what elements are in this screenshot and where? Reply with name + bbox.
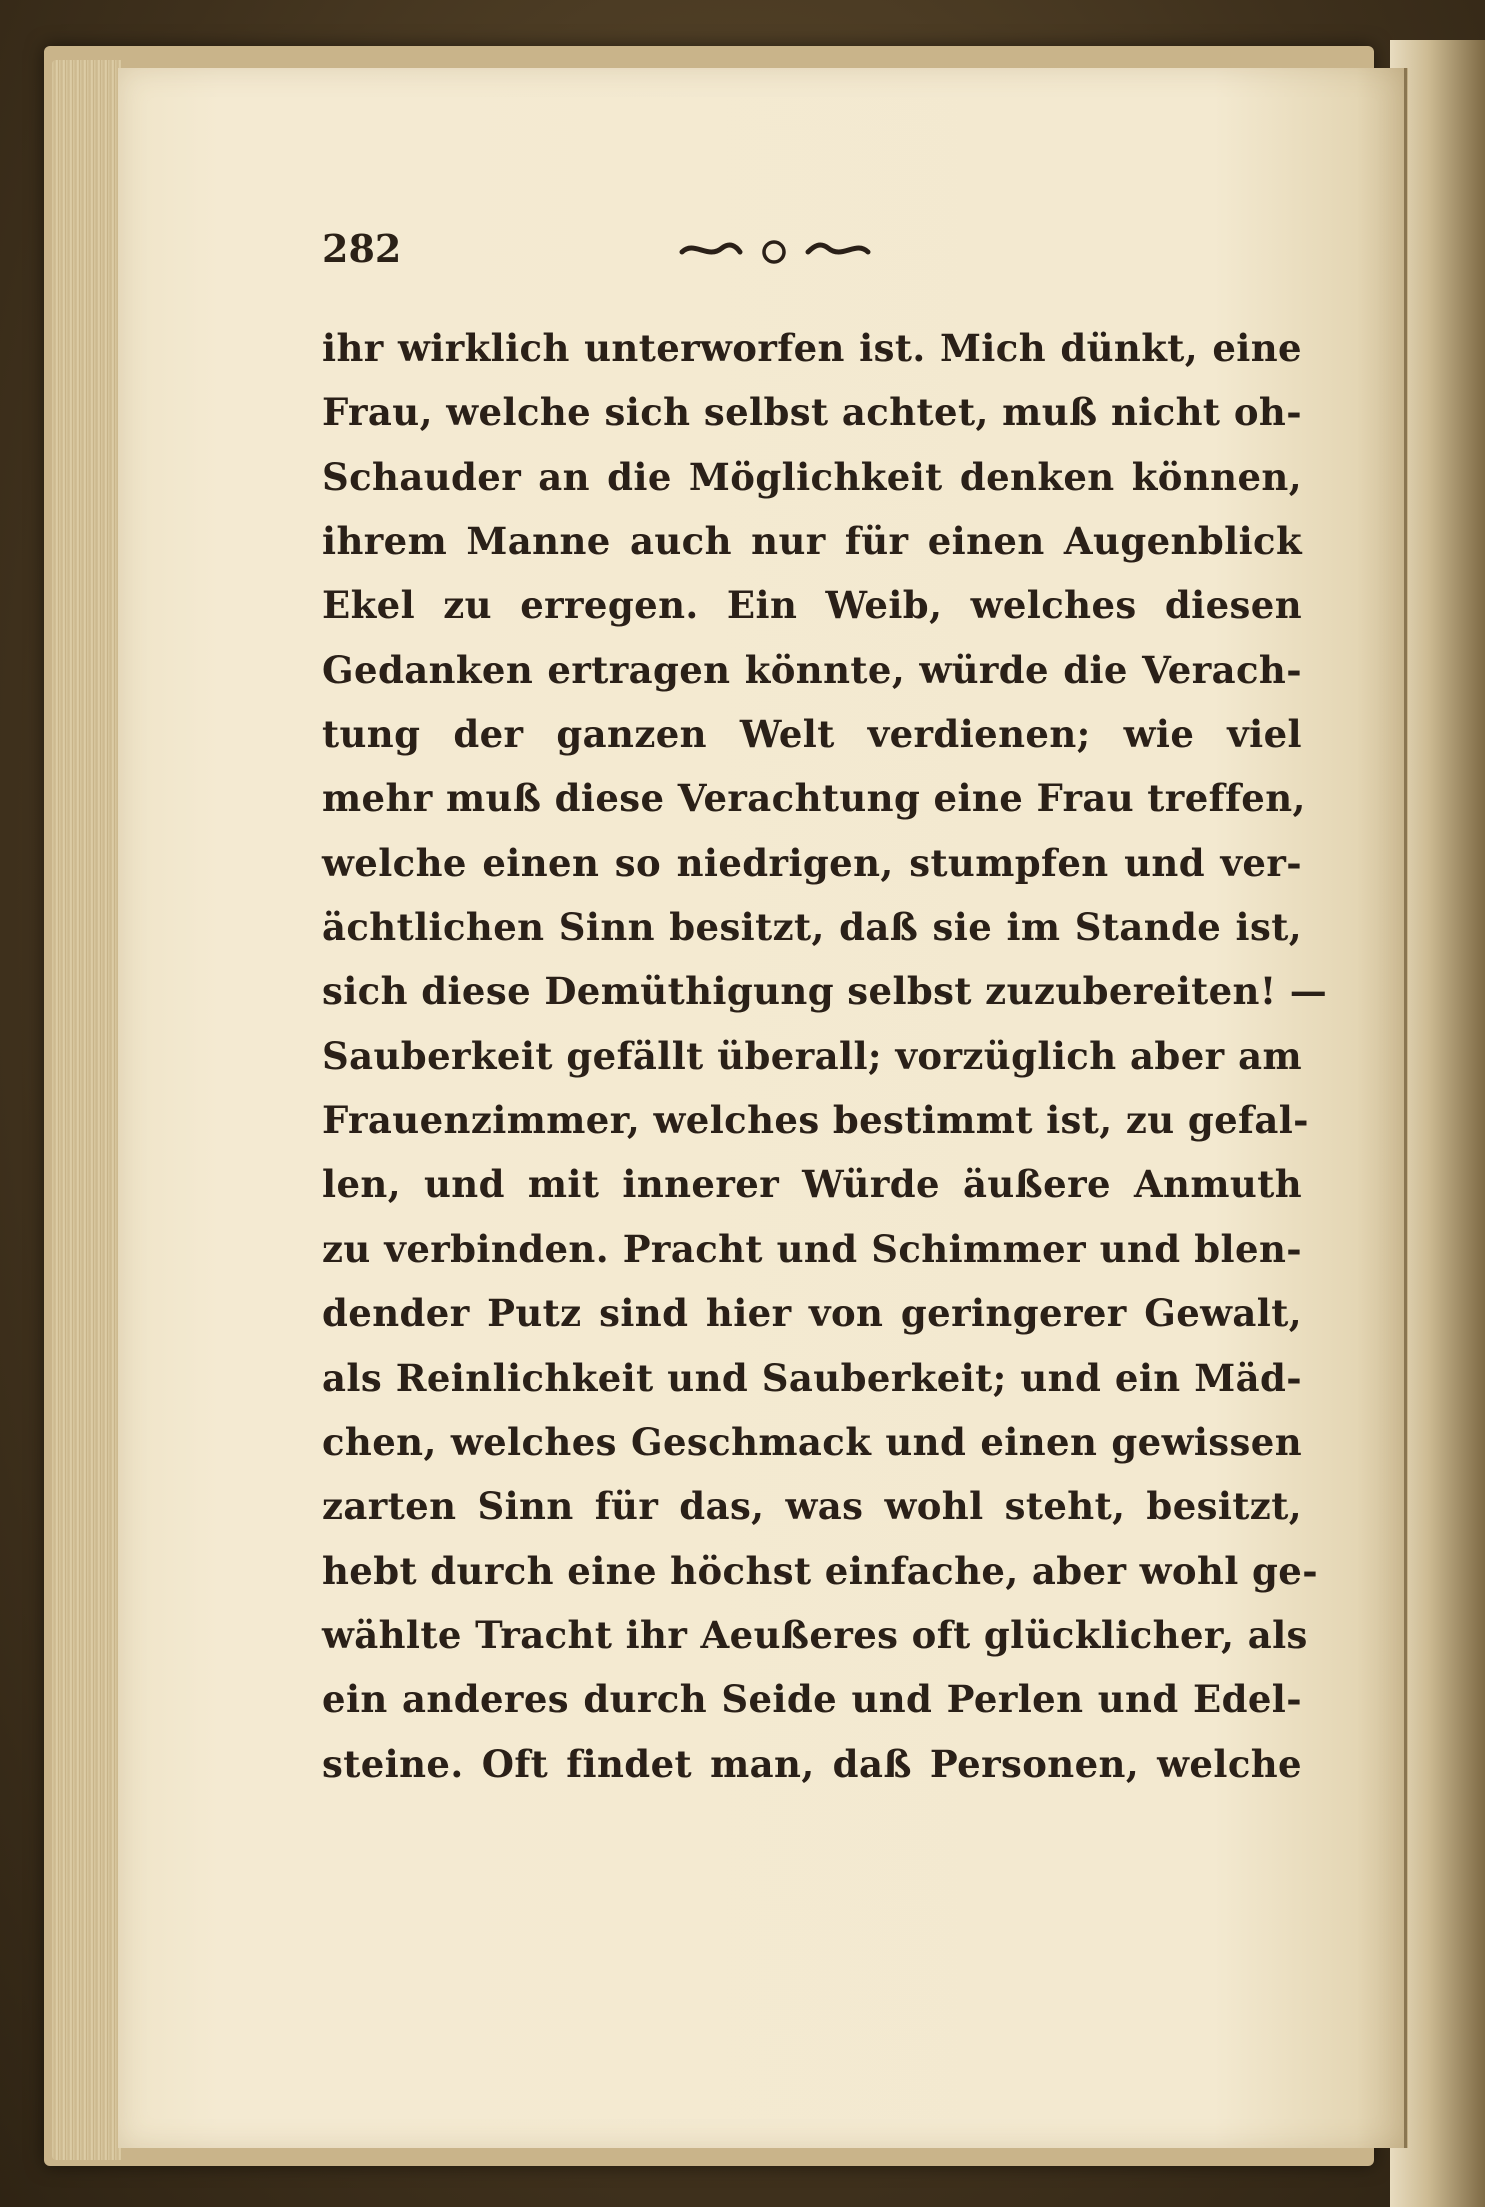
page-number: 282 (322, 226, 402, 271)
text-line: Schauder an die Möglichkeit denken können, (322, 454, 1302, 499)
page-header (322, 226, 1302, 276)
text-line: wählte Tracht ihr Aeußeres oft glücklicher, als (322, 1612, 1308, 1657)
gutter-line (1404, 68, 1407, 2148)
text-line: len, und mit innerer Würde äußere Anmuth (322, 1162, 1302, 1207)
text-line: mehr muß diese Verachtung eine Frau treffen, (322, 776, 1306, 821)
text-line: ihr wirklich unterworfen ist. Mich dünkt, eine (322, 326, 1302, 370)
text-line: welche einen so niedrigen, stumpfen und ver- (322, 840, 1302, 885)
text-line: sich diese Demüthigung selbst zuzubereiten! — (322, 969, 1328, 1014)
text-line: Frau, welche sich selbst achtet, muß nicht oh- (322, 390, 1302, 435)
text-line: zu verbinden. Pracht und Schimmer und blen- (322, 1226, 1302, 1271)
text-line: ächtlichen Sinn besitzt, daß sie im Stande ist, (322, 905, 1302, 950)
text-line: steine. Oft findet man, daß Personen, welche (322, 1741, 1302, 1786)
text-line: zarten Sinn für das, was wohl steht, besitzt, (322, 1484, 1302, 1529)
text-line: ein anderes durch Seide und Perlen und Edel- (322, 1677, 1302, 1722)
text-line: Frauenzimmer, welches bestimmt ist, zu gefal- (322, 1098, 1309, 1143)
text-line: Ekel zu erregen. Ein Weib, welches diesen (322, 583, 1302, 628)
text-line: Gedanken ertragen könnte, würde die Verach- (322, 647, 1302, 692)
text-line: dender Putz sind hier von geringerer Gewalt, (322, 1291, 1302, 1336)
page-edges (52, 60, 122, 2160)
header-ornament-icon (674, 230, 874, 270)
body-text (322, 316, 1328, 1906)
text-line: ihrem Manne auch nur für einen Augenblick (322, 519, 1302, 564)
text-line: tung der ganzen Welt verdienen; wie viel (322, 712, 1302, 757)
text-line: chen, welches Geschmack und einen gewissen (322, 1419, 1302, 1464)
text-line: als Reinlichkeit und Sauberkeit; und ein Mäd- (322, 1355, 1302, 1400)
text-line: hebt durch eine höchst einfache, aber wohl ge- (322, 1548, 1319, 1593)
text-line: Sauberkeit gefällt überall; vorzüglich aber am (322, 1033, 1302, 1078)
